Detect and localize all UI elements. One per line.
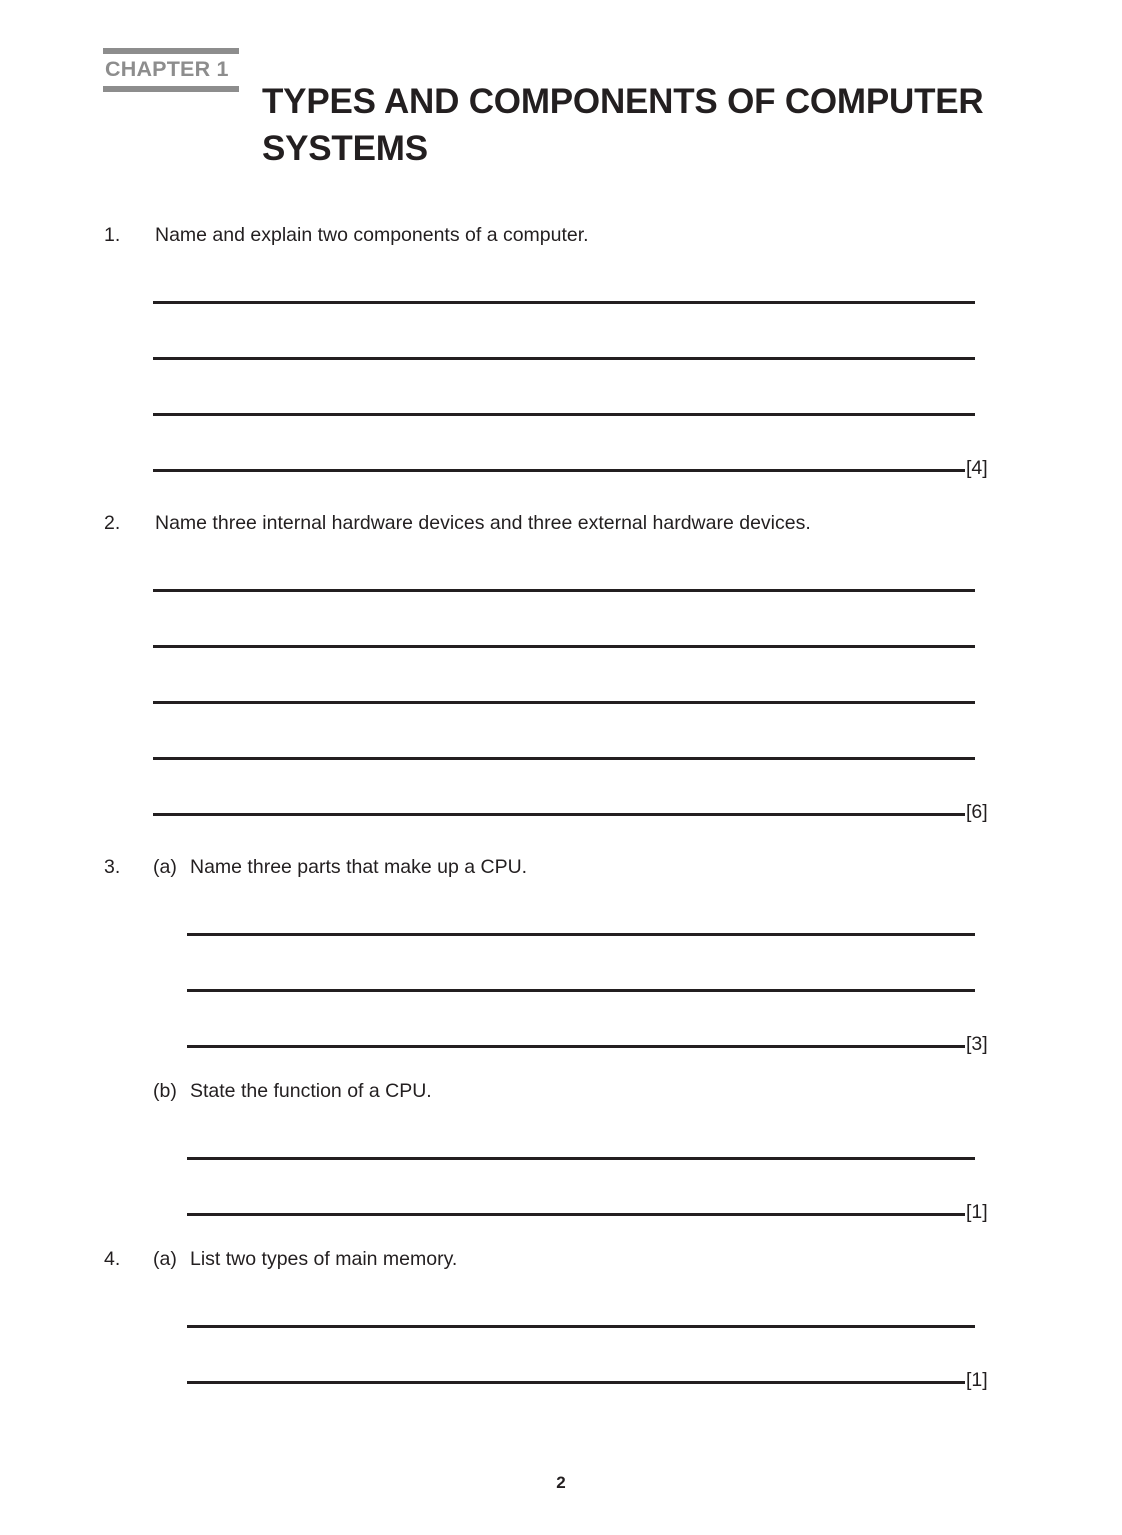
question-number: 1. [104,224,121,246]
question-number: 3. [104,856,121,878]
question-spacer [0,1396,1122,1410]
chapter-rule-bottom [103,86,239,92]
answer-line[interactable] [0,548,1122,604]
answer-line[interactable] [0,660,1122,716]
marks-badge: [1] [966,1369,988,1391]
answer-line-rule [187,1045,965,1048]
answer-lines [0,1116,1122,1228]
answer-line[interactable] [0,316,1122,372]
answer-line-rule [187,1157,975,1160]
question-heading [0,850,1122,892]
answer-line[interactable] [0,260,1122,316]
question-text: Name three parts that make up a CPU. [190,856,528,878]
answer-line[interactable] [0,772,1122,828]
answer-line-rule [153,413,975,416]
answer-line-rule [153,701,975,704]
answer-line-rule [153,357,975,360]
answer-line[interactable] [0,892,1122,948]
question-part-letter: (b) [153,1080,177,1102]
question-spacer [0,1228,1122,1242]
question-spacer [0,1060,1122,1074]
question-heading [0,506,1122,548]
question-part-letter: (a) [153,856,177,878]
answer-line[interactable] [0,1340,1122,1396]
answer-line[interactable] [0,716,1122,772]
question-number: 2. [104,512,121,534]
question-spacer [0,828,1122,850]
page-header [0,48,1122,178]
answer-line[interactable] [0,1172,1122,1228]
marks-badge: [1] [966,1201,988,1223]
answer-line[interactable] [0,372,1122,428]
answer-line-rule [153,813,965,816]
question-number: 4. [104,1248,121,1270]
answer-lines [0,892,1122,1060]
chapter-badge [103,48,239,92]
answer-line[interactable] [0,1004,1122,1060]
page-footer [0,1473,1122,1493]
answer-line-rule [187,1213,965,1216]
question-heading [0,1074,1122,1116]
answer-line-rule [153,589,975,592]
question-item [0,1074,1122,1242]
question-text: List two types of main memory. [190,1248,458,1270]
answer-line-rule [153,757,975,760]
answer-line[interactable] [0,428,1122,484]
answer-line[interactable] [0,948,1122,1004]
chapter-label: CHAPTER 1 [105,57,229,81]
question-text: State the function of a CPU. [190,1080,432,1102]
question-heading [0,1242,1122,1284]
question-text: Name three internal hardware devices and three external hardware devices. [155,512,811,534]
answer-line[interactable] [0,1116,1122,1172]
answer-line[interactable] [0,1284,1122,1340]
answer-line-rule [153,645,975,648]
question-part-letter: (a) [153,1248,177,1270]
answer-line-rule [187,1325,975,1328]
page-title: TYPES AND COMPONENTS OF COMPUTER SYSTEMS [262,82,984,168]
question-spacer [0,484,1122,506]
question-item [0,218,1122,506]
answer-lines [0,1284,1122,1396]
marks-badge: [3] [966,1033,988,1055]
answer-line-rule [153,469,965,472]
question-list [0,218,1122,1410]
answer-line-rule [187,933,975,936]
question-text: Name and explain two components of a computer. [155,224,589,246]
page-number: 2 [556,1473,566,1492]
question-heading [0,218,1122,260]
answer-line[interactable] [0,604,1122,660]
question-item [0,850,1122,1074]
question-item [0,1242,1122,1410]
marks-badge: [4] [966,457,988,479]
answer-line-rule [187,1381,965,1384]
answer-lines [0,548,1122,828]
answer-lines [0,260,1122,484]
answer-line-rule [187,989,975,992]
marks-badge: [6] [966,801,988,823]
answer-line-rule [153,301,975,304]
question-item [0,506,1122,850]
